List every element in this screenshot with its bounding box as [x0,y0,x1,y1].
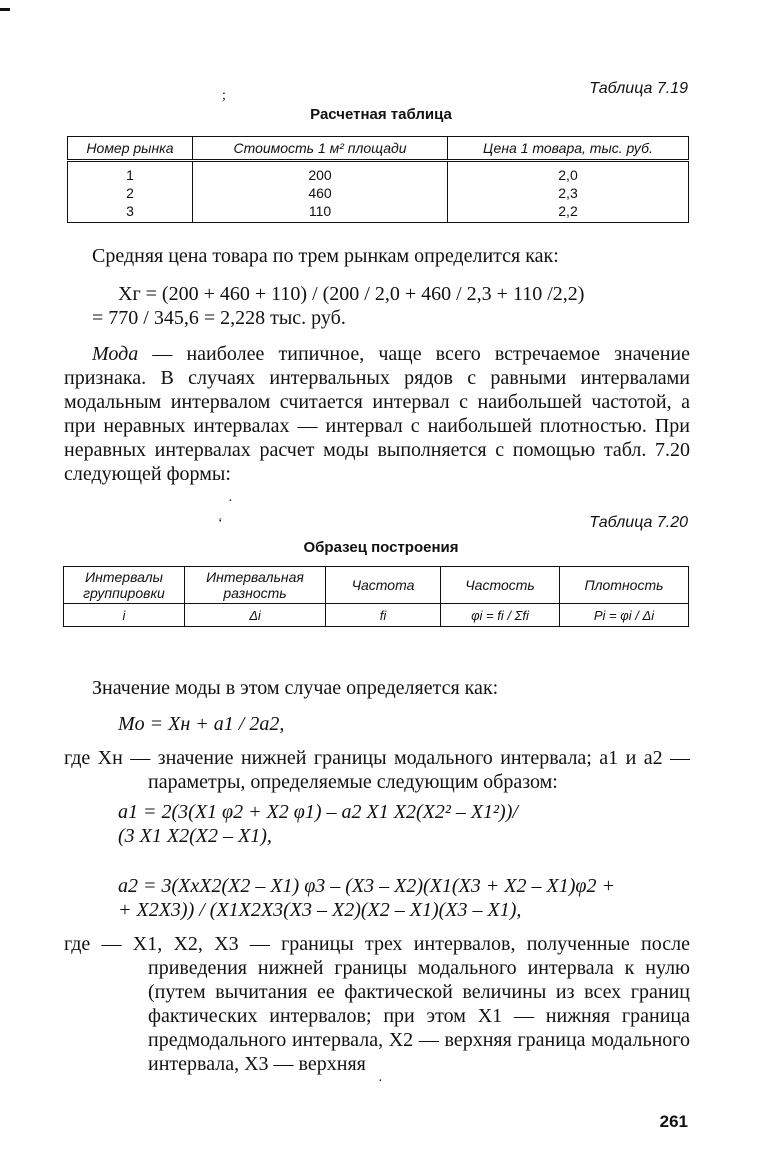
table-row [68,184,689,202]
table-719-header: Номер рынка [68,137,193,161]
table-cell: 3 [68,202,193,223]
formula-mode: Mо = Xн + a1 / 2a2, [118,713,285,735]
table-cell: i [64,604,185,627]
scan-edge-mark [0,8,10,11]
table-720-header: Интервалы группировки [64,567,185,604]
table-719 [67,136,689,223]
formula-a2-line2: + X2X3)) / (X1X2X3(X3 – X2)(X2 – X1)(X3 – X1), [118,899,522,921]
table-row [68,161,689,185]
formula-average-price-line1: Xг = (200 + 460 + 110) / (200 / 2,0 + 460 / 2,3 + 110 /2,2) [118,283,585,305]
table-cell: 200 [193,161,448,185]
table-720-number: Таблица 7.20 [589,514,688,531]
table-719-title: Расчетная таблица [310,106,452,123]
formula-average-price-line2: = 770 / 345,6 = 2,228 тыс. руб. [92,307,346,329]
table-cell: 2,3 [448,184,689,202]
paragraph-mode [64,342,690,486]
formula-a1-line1: a1 = 2(3(X1 φ2 + X2 φ1) – a2 X1 X2(X2² – X1²))/ [118,801,518,823]
table-720-header: Плотность [560,567,689,604]
scan-speck: · [228,494,233,509]
table-cell: 460 [193,184,448,202]
table-719-header: Цена 1 товара, тыс. руб. [448,137,689,161]
table-720-header: Интервальная разность [185,567,326,604]
table-cell: 110 [193,202,448,223]
table-719-number: Таблица 7.19 [589,80,688,97]
page-number: 261 [659,1112,688,1131]
table-cell: Pi = φi / Δi [560,604,689,627]
paragraph-where-xn: где Xн — значение нижней границы модального интервала; a1 и a2 — параметры, определяемые следующим образом: [64,747,690,793]
table-720-header: Частость [441,567,560,604]
formula-a2-line1: a2 = 3(XxX2(X2 – X1) φ3 – (X3 – X2)(X1(X3 + X2 – X1)φ2 + [118,875,615,897]
table-720-header: Частота [326,567,441,604]
table-row [68,202,689,223]
table-cell: fi [326,604,441,627]
table-cell: 2 [68,184,193,202]
table-720 [63,566,689,627]
table-719-header: Стоимость 1 м² площади [193,137,448,161]
paragraph-mode-value: Значение моды в этом случае определяется как: [92,677,499,699]
table-cell: Δi [185,604,326,627]
table-cell: 1 [68,161,193,185]
paragraph-where-boundaries: где — X1, X2, X3 — границы трех интервалов, полученные после приведения нижней границы модального интервала к нулю (путем вычитания ее фактической величины из всех границ фактических интервалов; при этом X1 — нижняя граница предмодального интервала, X2 — верхняя граница модального интервала, X3 — верхняя [64,933,690,1075]
table-row [64,604,689,627]
table-cell: 2,0 [448,161,689,185]
paragraph-average-price: Средняя цена товара по трем рынкам определится как: [92,245,559,267]
scan-speck: ; [222,88,226,103]
table-cell: φi = fi / Σfi [441,604,560,627]
table-cell: 2,2 [448,202,689,223]
scan-speck: ʻ [218,516,223,531]
scan-speck: · [378,1074,383,1089]
term-mode: Мода [92,343,139,365]
paragraph-mode-text: — наиболее типичное, чаще всего встречаемое значение признака. В случаях интервальных рядов с равными интервалами модальным интервалом считается интервал с наибольшей частотой, а при неравных интервалах — интервал с наибольшей плотностью. При неравных интервалах расчет моды выполняется с помощью табл. 7.20 следующей формы: [64,343,690,485]
table-720-title: Образец построения [303,539,459,556]
formula-a1-line2: (3 X1 X2(X2 – X1), [118,825,272,847]
